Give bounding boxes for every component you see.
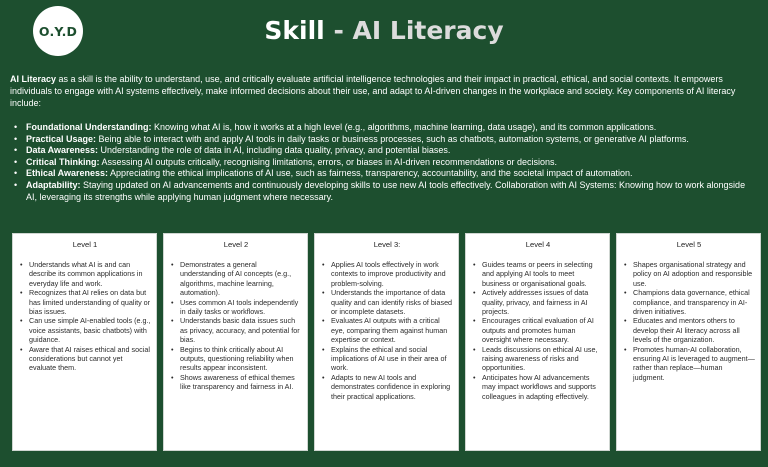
level-item: • Guides teams or peers in selecting and applying AI tools to meet business or organisational goals. (472, 260, 604, 288)
level-card-2 (163, 233, 308, 451)
component-text: Knowing what AI is, how it works at a high level (e.g., algorithms, machine learning, data usage), and its common applications. (151, 122, 657, 132)
level-title: Level 1 (72, 240, 98, 249)
level-item: • Recognizes that AI relies on data but has limited understanding of quality or bias issues. (19, 288, 151, 316)
level-title: Level 5 (676, 240, 702, 249)
components-list (10, 122, 758, 203)
component-text: Understanding the role of data in AI, including data quality, privacy, and potential biases. (98, 145, 451, 156)
level-item: • Demonstrates a general understanding of AI concepts (e.g., algorithms, machine learning, automation). (170, 260, 302, 298)
level-item: • Applies AI tools effectively in work contexts to improve productivity and problem-solving. (321, 260, 453, 288)
level-item: • Understands the importance of data quality and can identify risks of biased or incomplete datasets. (321, 288, 453, 316)
component-item (10, 122, 758, 134)
level-item: • Uses common AI tools independently in daily tasks or workflows. (170, 298, 302, 317)
component-item (10, 134, 758, 146)
intro-paragraph (10, 73, 758, 109)
level-card-1 (12, 233, 157, 451)
level-item: • Leads discussions on ethical AI use, raising awareness of risks and opportunities. (472, 345, 604, 373)
component-item (10, 145, 758, 157)
page-title (0, 14, 768, 48)
component-label: Ethical Awareness: (26, 168, 109, 179)
level-title: Level 3: (373, 240, 401, 249)
level-item: • Shows awareness of ethical themes like transparency and fairness in AI. (170, 373, 302, 392)
level-card-5 (616, 233, 761, 451)
intro-term: AI Literacy (10, 74, 57, 84)
component-label: Data Awareness: (26, 145, 99, 156)
title-accent: AI Literacy (352, 16, 504, 45)
level-item: • Anticipates how AI advancements may impact workflows and supports colleagues in adapting effectively. (472, 373, 604, 401)
level-items (170, 260, 302, 392)
level-item: • Understands basic data issues such as privacy, accuracy, and potential for bias. (170, 316, 302, 344)
component-label: Critical Thinking: (26, 156, 100, 167)
level-item: • Champions data governance, ethical compliance, and transparency in AI-driven initiatives. (623, 288, 755, 316)
level-item: • Explains the ethical and social implications of AI use in their area of work. (321, 345, 453, 373)
component-text: Assessing AI outputs critically, recognising limitations, errors, or biases in AI-driven recommendations or decisions. (99, 156, 558, 167)
level-item: • Adapts to new AI tools and demonstrates confidence in exploring their practical applications. (321, 373, 453, 401)
component-text: Being able to interact with and apply AI tools in daily tasks or business processes, such as chatbots, automation systems, or generative AI platforms. (96, 133, 689, 144)
level-item: • Begins to think critically about AI outputs, questioning reliability when results appear inconsistent. (170, 345, 302, 373)
level-item: • Promotes human-AI collaboration, ensuring AI is leveraged to augment—rather than replace—human judgment. (623, 345, 755, 383)
level-item: • Can use simple AI-enabled tools (e.g., voice assistants, basic chatbots) with guidance. (19, 316, 151, 344)
component-item (10, 168, 758, 180)
level-card-4 (465, 233, 610, 451)
component-text: Appreciating the ethical implications of AI use, such as fairness, transparency, accountability, and the societal impact of automation. (108, 168, 633, 179)
component-item (10, 180, 758, 203)
level-item: • Actively addresses issues of data quality, privacy, and fairness in AI projects. (472, 288, 604, 316)
component-label: Adaptability: (26, 179, 81, 190)
level-title: Level 2 (223, 240, 249, 249)
level-item: • Understands what AI is and can describe its common applications in everyday life and work. (19, 260, 151, 288)
level-items (472, 260, 604, 401)
component-item (10, 157, 758, 169)
level-item: • Aware that AI raises ethical and social considerations but cannot yet evaluate them. (19, 345, 151, 373)
level-items (19, 260, 151, 373)
title-separator: - (333, 16, 344, 45)
intro-text: as a skill is the ability to understand, use, and critically evaluate artificial intelligence technologies and their impact in practical, ethical, and social contexts. It empowers individuals to engage with AI systems effectively, make informed decisions about their use, and adapt to AI-driven changes in the workplace and society. Key components of AI literacy include: (10, 74, 736, 108)
level-items (623, 260, 755, 382)
level-item: • Evaluates AI outputs with a critical eye, comparing them against human expertise or context. (321, 316, 453, 344)
level-item: • Shapes organisational strategy and policy on AI adoption and responsible use. (623, 260, 755, 288)
brand-logo: O.Y.D (33, 6, 83, 56)
component-text: Staying updated on AI advancements and continuously developing skills to use new AI tools effectively. Collaboration with AI Systems: Knowing how to work alongside AI, leveraging its strengths while applying human judgment where necessary. (26, 179, 746, 202)
level-card-3 (314, 233, 459, 451)
level-item: • Educates and mentors others to develop their AI literacy across all levels of the organization. (623, 316, 755, 344)
level-item: • Encourages critical evaluation of AI outputs and promotes human oversight where necessary. (472, 316, 604, 344)
component-label: Practical Usage: (26, 133, 97, 144)
component-label: Foundational Understanding: (26, 122, 152, 132)
level-items (321, 260, 453, 401)
level-title: Level 4 (525, 240, 551, 249)
title-prefix: Skill (264, 16, 325, 45)
level-cards (12, 233, 761, 451)
